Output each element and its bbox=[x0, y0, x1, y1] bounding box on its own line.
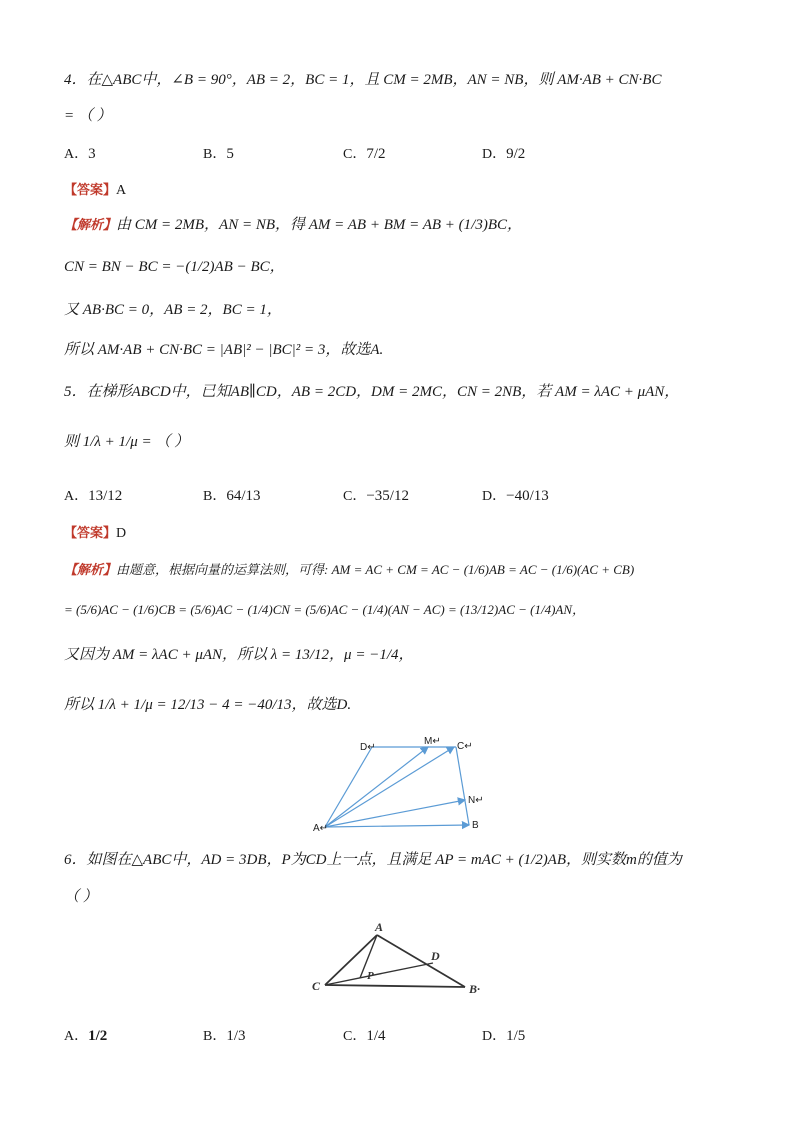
trapezoid-figure bbox=[310, 730, 490, 840]
q4-analysis-line1: 【解析】由 CM = 2MB，AN = NB，得 AM = AB + BM = AB + (1/3)BC， bbox=[64, 217, 522, 233]
vector-am bbox=[325, 747, 428, 827]
q4-option-c: C．7/2 bbox=[343, 146, 386, 162]
q5-option-d: D．−40/13 bbox=[482, 488, 549, 504]
q4-option-a: A．3 bbox=[64, 146, 96, 162]
label-m: M↵ bbox=[424, 736, 441, 747]
label-p: P bbox=[367, 970, 374, 982]
analysis-tag: 【解析】 bbox=[64, 218, 117, 233]
edge-cb bbox=[456, 747, 469, 825]
q5-stem-line1: 5．在梯形ABCD中，已知AB∥CD，AB = 2CD，DM = 2MC，CN = 2NB，若 AM = λAC + μAN， bbox=[64, 384, 680, 400]
q4-answer-line bbox=[64, 180, 126, 201]
q6-option-c: C．1/4 bbox=[343, 1028, 386, 1044]
label-a: A bbox=[375, 920, 384, 934]
q6-option-a: A．1/2 bbox=[64, 1028, 108, 1044]
q4-analysis-line4: 所以 AM·AB + CN·BC = |AB|² − |BC|² = 3，故选A. bbox=[64, 342, 384, 358]
label-b: B· bbox=[469, 982, 481, 996]
q4-stem-line2: = （ ） bbox=[64, 108, 112, 124]
q6-stem-line1: 6．如图在△ABC中，AD = 3DB，P为CD上一点，且满足 AP = mAC + (1/2)AB，则实数m的值为 bbox=[64, 852, 682, 868]
q4-analysis-line2: CN = BN − BC = −(1/2)AB − BC， bbox=[64, 259, 285, 275]
q6-stem-line2: （ ） bbox=[64, 889, 98, 905]
answer-tag: 【答案】 bbox=[64, 526, 117, 541]
q4-analysis-line3: 又 AB·BC = 0，AB = 2，BC = 1， bbox=[64, 302, 282, 318]
label-a: A↵ bbox=[313, 823, 329, 834]
q4-option-b: B．5 bbox=[203, 146, 234, 162]
segment-cd bbox=[325, 963, 433, 985]
q5-option-b: B．64/13 bbox=[203, 488, 261, 504]
edge-cb bbox=[325, 985, 465, 987]
q5-answer-line bbox=[64, 523, 126, 544]
q5-answer: D bbox=[116, 526, 127, 541]
q5-analysis-line1: 【解析】由题意，根据向量的运算法则，可得: AM = AC + CM = AC − (1/6)AB = AC − (1/6)(AC + CB) bbox=[64, 562, 635, 578]
q6-option-d: D．1/5 bbox=[482, 1028, 526, 1044]
q6-option-b: B．1/3 bbox=[203, 1028, 246, 1044]
q4-answer: A bbox=[116, 183, 127, 198]
label-d: D↵ bbox=[360, 742, 376, 753]
edge-ad bbox=[325, 747, 372, 827]
q5-analysis-line3: 又因为 AM = λAC + μAN，所以 λ = 13/12，μ = −1/4， bbox=[64, 647, 414, 663]
q5-analysis-line4: 所以 1/λ + 1/μ = 12/13 − 4 = −40/13，故选D. bbox=[64, 697, 352, 713]
q5-option-a: A．13/12 bbox=[64, 488, 123, 504]
q5-analysis-line2: = (5/6)AC − (1/6)CB = (5/6)AC − (1/4)CN = (5/6)AC − (1/4)(AN − AC) = (13/12)AC − (1/4)AN， bbox=[64, 602, 586, 617]
q4-option-d: D．9/2 bbox=[482, 146, 526, 162]
q5-stem-line2: 则 1/λ + 1/μ = （ ） bbox=[64, 434, 190, 450]
answer-tag: 【答案】 bbox=[64, 183, 117, 198]
analysis-tag: 【解析】 bbox=[64, 563, 117, 578]
label-b: B bbox=[472, 820, 479, 831]
vector-ab bbox=[325, 825, 469, 827]
edge-ab bbox=[377, 935, 465, 987]
triangle-figure bbox=[305, 915, 525, 1000]
label-n: N↵ bbox=[468, 795, 484, 806]
label-c: C bbox=[312, 979, 321, 993]
label-c: C↵ bbox=[457, 741, 473, 752]
q4-stem-line1: 4．在△ABC中，∠B = 90°，AB = 2，BC = 1，且 CM = 2MB，AN = NB，则 AM·AB + CN·BC bbox=[64, 72, 662, 88]
q5-option-c: C．−35/12 bbox=[343, 488, 409, 504]
label-d: D bbox=[431, 949, 440, 963]
